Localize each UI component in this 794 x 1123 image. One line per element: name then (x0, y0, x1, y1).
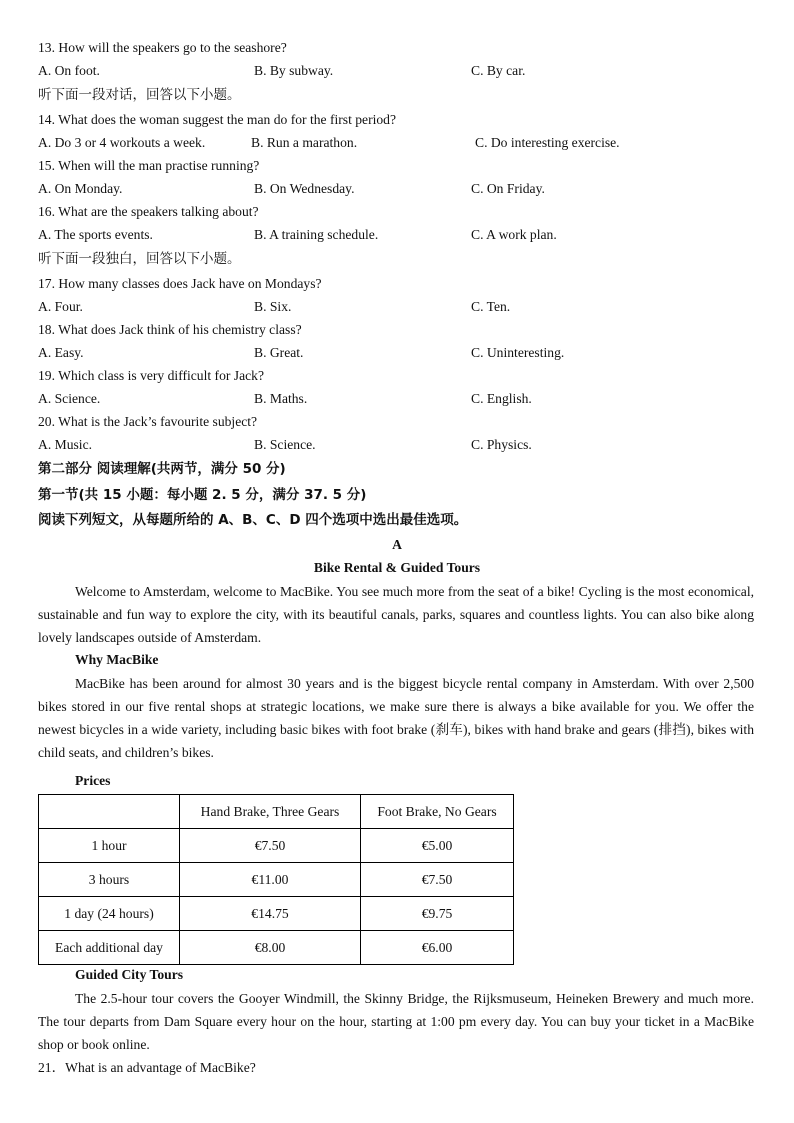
question-17: 17. How many classes does Jack have on Mondays? (38, 276, 322, 291)
q19-option-b: B. Maths. (254, 391, 308, 406)
passage-letter: A (392, 537, 402, 552)
q14-option-a: A. Do 3 or 4 workouts a week. (38, 135, 206, 150)
table-row (39, 863, 514, 897)
table-cell: 1 day (24 hours) (39, 897, 180, 931)
prices-table (38, 794, 514, 965)
table-cell: €7.50 (361, 863, 514, 897)
table-cell: 1 hour (39, 829, 180, 863)
q16-option-b: B. A training schedule. (254, 227, 379, 242)
monologue-intro: 听下面一段独白，回答以下小题。 (38, 251, 241, 267)
q13-option-b: B. By subway. (254, 63, 334, 78)
q15-option-c: C. On Friday. (471, 181, 545, 196)
table-row (39, 829, 514, 863)
paragraph-welcome-text: Welcome to Amsterdam, welcome to MacBike. You see much more from the seat of a bike! Cycling is the most economical, sustainable and fun way to explore the city, with its beautiful canals, parks, squares and countless lights. You can also bike along lovely landscapes outside of Amsterdam. (38, 584, 754, 645)
table-cell: €5.00 (361, 829, 514, 863)
q19-option-a: A. Science. (38, 391, 101, 406)
prices-heading: Prices (75, 773, 111, 788)
q20-option-b: B. Science. (254, 437, 316, 452)
q16-option-a: A. The sports events. (38, 227, 153, 242)
question-16: 16. What are the speakers talking about? (38, 204, 259, 219)
part-two-title: 第二部分 阅读理解(共两节，满分 50 分) (38, 461, 286, 477)
paragraph-why-text: MacBike has been around for almost 30 years and is the biggest bicycle rental company in Amsterdam. With over 2,500 bikes stored in our five rental shops at strategic locations, we make sure there is always a bike available for you. We offer the newest bicycles in a wide variety, including basic bikes with foot brake (刹车), bikes with hand brake and gears (排挡), bikes with child seats, and children’s bikes. (38, 676, 754, 760)
why-macbike-heading: Why MacBike (75, 652, 159, 667)
table-row (39, 897, 514, 931)
q20-option-c: C. Physics. (471, 437, 532, 452)
q17-option-b: B. Six. (254, 299, 292, 314)
table-header-cell: Hand Brake, Three Gears (180, 795, 361, 829)
table-cell: €6.00 (361, 931, 514, 965)
dialogue-intro: 听下面一段对话，回答以下小题。 (38, 87, 241, 103)
q17-option-c: C. Ten. (471, 299, 511, 314)
table-cell: €11.00 (180, 863, 361, 897)
guided-tours-heading: Guided City Tours (75, 967, 184, 982)
paragraph-why (38, 672, 754, 764)
q19-option-c: C. English. (471, 391, 532, 406)
question-21: 21．What is an advantage of MacBike? (38, 1060, 256, 1075)
q16-option-c: C. A work plan. (471, 227, 557, 242)
table-cell: €9.75 (361, 897, 514, 931)
table-cell: €14.75 (180, 897, 361, 931)
q20-option-a: A. Music. (38, 437, 92, 452)
q13-option-c: C. By car. (471, 63, 526, 78)
q14-option-c: C. Do interesting exercise. (475, 135, 620, 150)
paragraph-tours-text: The 2.5-hour tour covers the Gooyer Windmill, the Skinny Bridge, the Rijksmuseum, Heineken Brewery and much more. The tour departs from Dam Square every hour on the hour, starting at 1:00 pm every day. You can buy your ticket in a MacBike shop or book online. (38, 991, 754, 1052)
q13-option-a: A. On foot. (38, 63, 100, 78)
q15-option-b: B. On Wednesday. (254, 181, 355, 196)
question-20: 20. What is the Jack’s favourite subject? (38, 414, 258, 429)
table-cell: Each additional day (39, 931, 180, 965)
q18-option-a: A. Easy. (38, 345, 84, 360)
q14-option-b: B. Run a marathon. (251, 135, 358, 150)
question-18: 18. What does Jack think of his chemistry class? (38, 322, 302, 337)
reading-instructions: 阅读下列短文，从每题所给的 A、B、C、D 四个选项中选出最佳选项。 (38, 512, 468, 528)
table-header-cell (39, 795, 180, 829)
table-header-cell: Foot Brake, No Gears (361, 795, 514, 829)
question-13: 13. How will the speakers go to the seashore? (38, 40, 287, 55)
q17-option-a: A. Four. (38, 299, 83, 314)
q18-option-b: B. Great. (254, 345, 304, 360)
table-cell: €8.00 (180, 931, 361, 965)
question-15: 15. When will the man practise running? (38, 158, 260, 173)
question-19: 19. Which class is very difficult for Jack? (38, 368, 264, 383)
table-row (39, 931, 514, 965)
table-header-row (39, 795, 514, 829)
passage-title: Bike Rental & Guided Tours (313, 560, 481, 575)
question-14: 14. What does the woman suggest the man do for the first period? (38, 112, 397, 127)
table-cell: 3 hours (39, 863, 180, 897)
q18-option-c: C. Uninteresting. (471, 345, 565, 360)
section-one-title: 第一节(共 15 小题：每小题 2. 5 分，满分 37. 5 分) (38, 487, 367, 503)
q15-option-a: A. On Monday. (38, 181, 123, 196)
table-cell: €7.50 (180, 829, 361, 863)
paragraph-welcome (38, 580, 754, 649)
paragraph-tours (38, 987, 754, 1056)
